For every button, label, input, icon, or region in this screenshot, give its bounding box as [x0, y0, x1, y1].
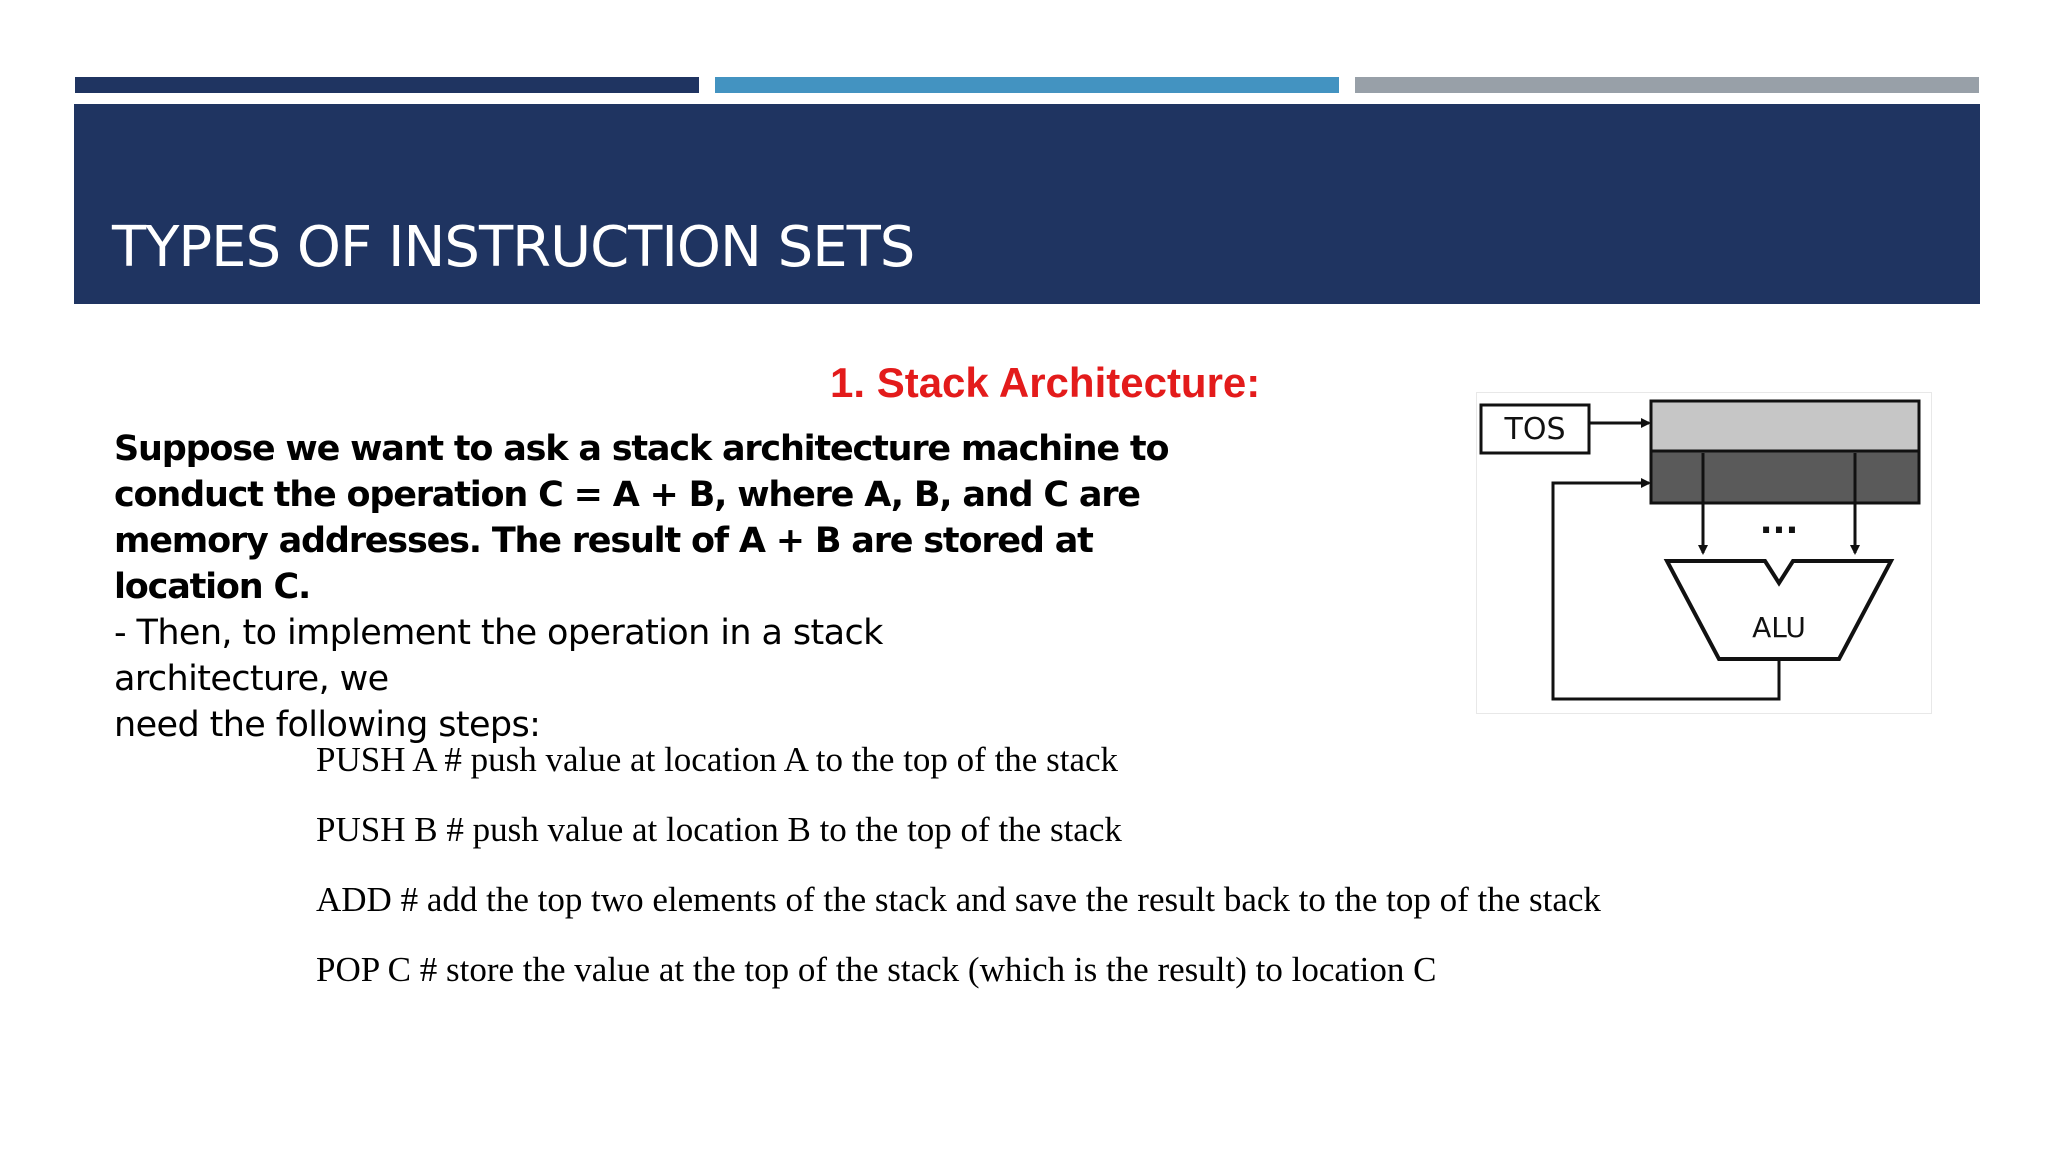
tos-label: TOS: [1504, 412, 1566, 447]
alu-shape: [1667, 561, 1891, 659]
steps-intro-line: need the following steps:: [114, 705, 541, 745]
stack-ellipsis: ...: [1759, 502, 1799, 542]
title-band: [74, 104, 1980, 304]
stack-diagram-svg: [1477, 393, 1931, 713]
intro-line: memory addresses. The result of A + B are stored at: [114, 521, 1093, 561]
stack-second-cell: [1651, 451, 1919, 503]
intro-paragraph: [114, 426, 1169, 610]
alu-label: ALU: [1752, 611, 1806, 644]
accent-bar-gray: [1355, 77, 1979, 93]
step-add: ADD # add the top two elements of the stack and save the result back to the top of the stack: [316, 880, 1601, 919]
intro-line: Suppose we want to ask a stack architecture machine to: [114, 429, 1169, 469]
section-heading: 1. Stack Architecture:: [830, 359, 1261, 406]
steps-intro-paragraph: [114, 610, 1114, 748]
step-pop-c: POP C # store the value at the top of the stack (which is the result) to location C: [316, 950, 1437, 989]
intro-line: location C.: [114, 567, 311, 607]
step-push-b: PUSH B # push value at location B to the top of the stack: [316, 810, 1122, 849]
page-title: TYPES OF INSTRUCTION SETS: [112, 215, 915, 280]
intro-line: conduct the operation C = A + B, where A, B, and C are: [114, 475, 1140, 515]
stack-architecture-diagram: [1476, 392, 1932, 714]
accent-bar-blue: [715, 77, 1339, 93]
steps-intro-line: - Then, to implement the operation in a stack: [114, 613, 883, 653]
accent-bar-navy: [75, 77, 699, 93]
stack-top-cell: [1651, 401, 1919, 451]
step-push-a: PUSH A # push value at location A to the top of the stack: [316, 740, 1119, 779]
steps-intro-line: architecture, we: [114, 659, 389, 699]
